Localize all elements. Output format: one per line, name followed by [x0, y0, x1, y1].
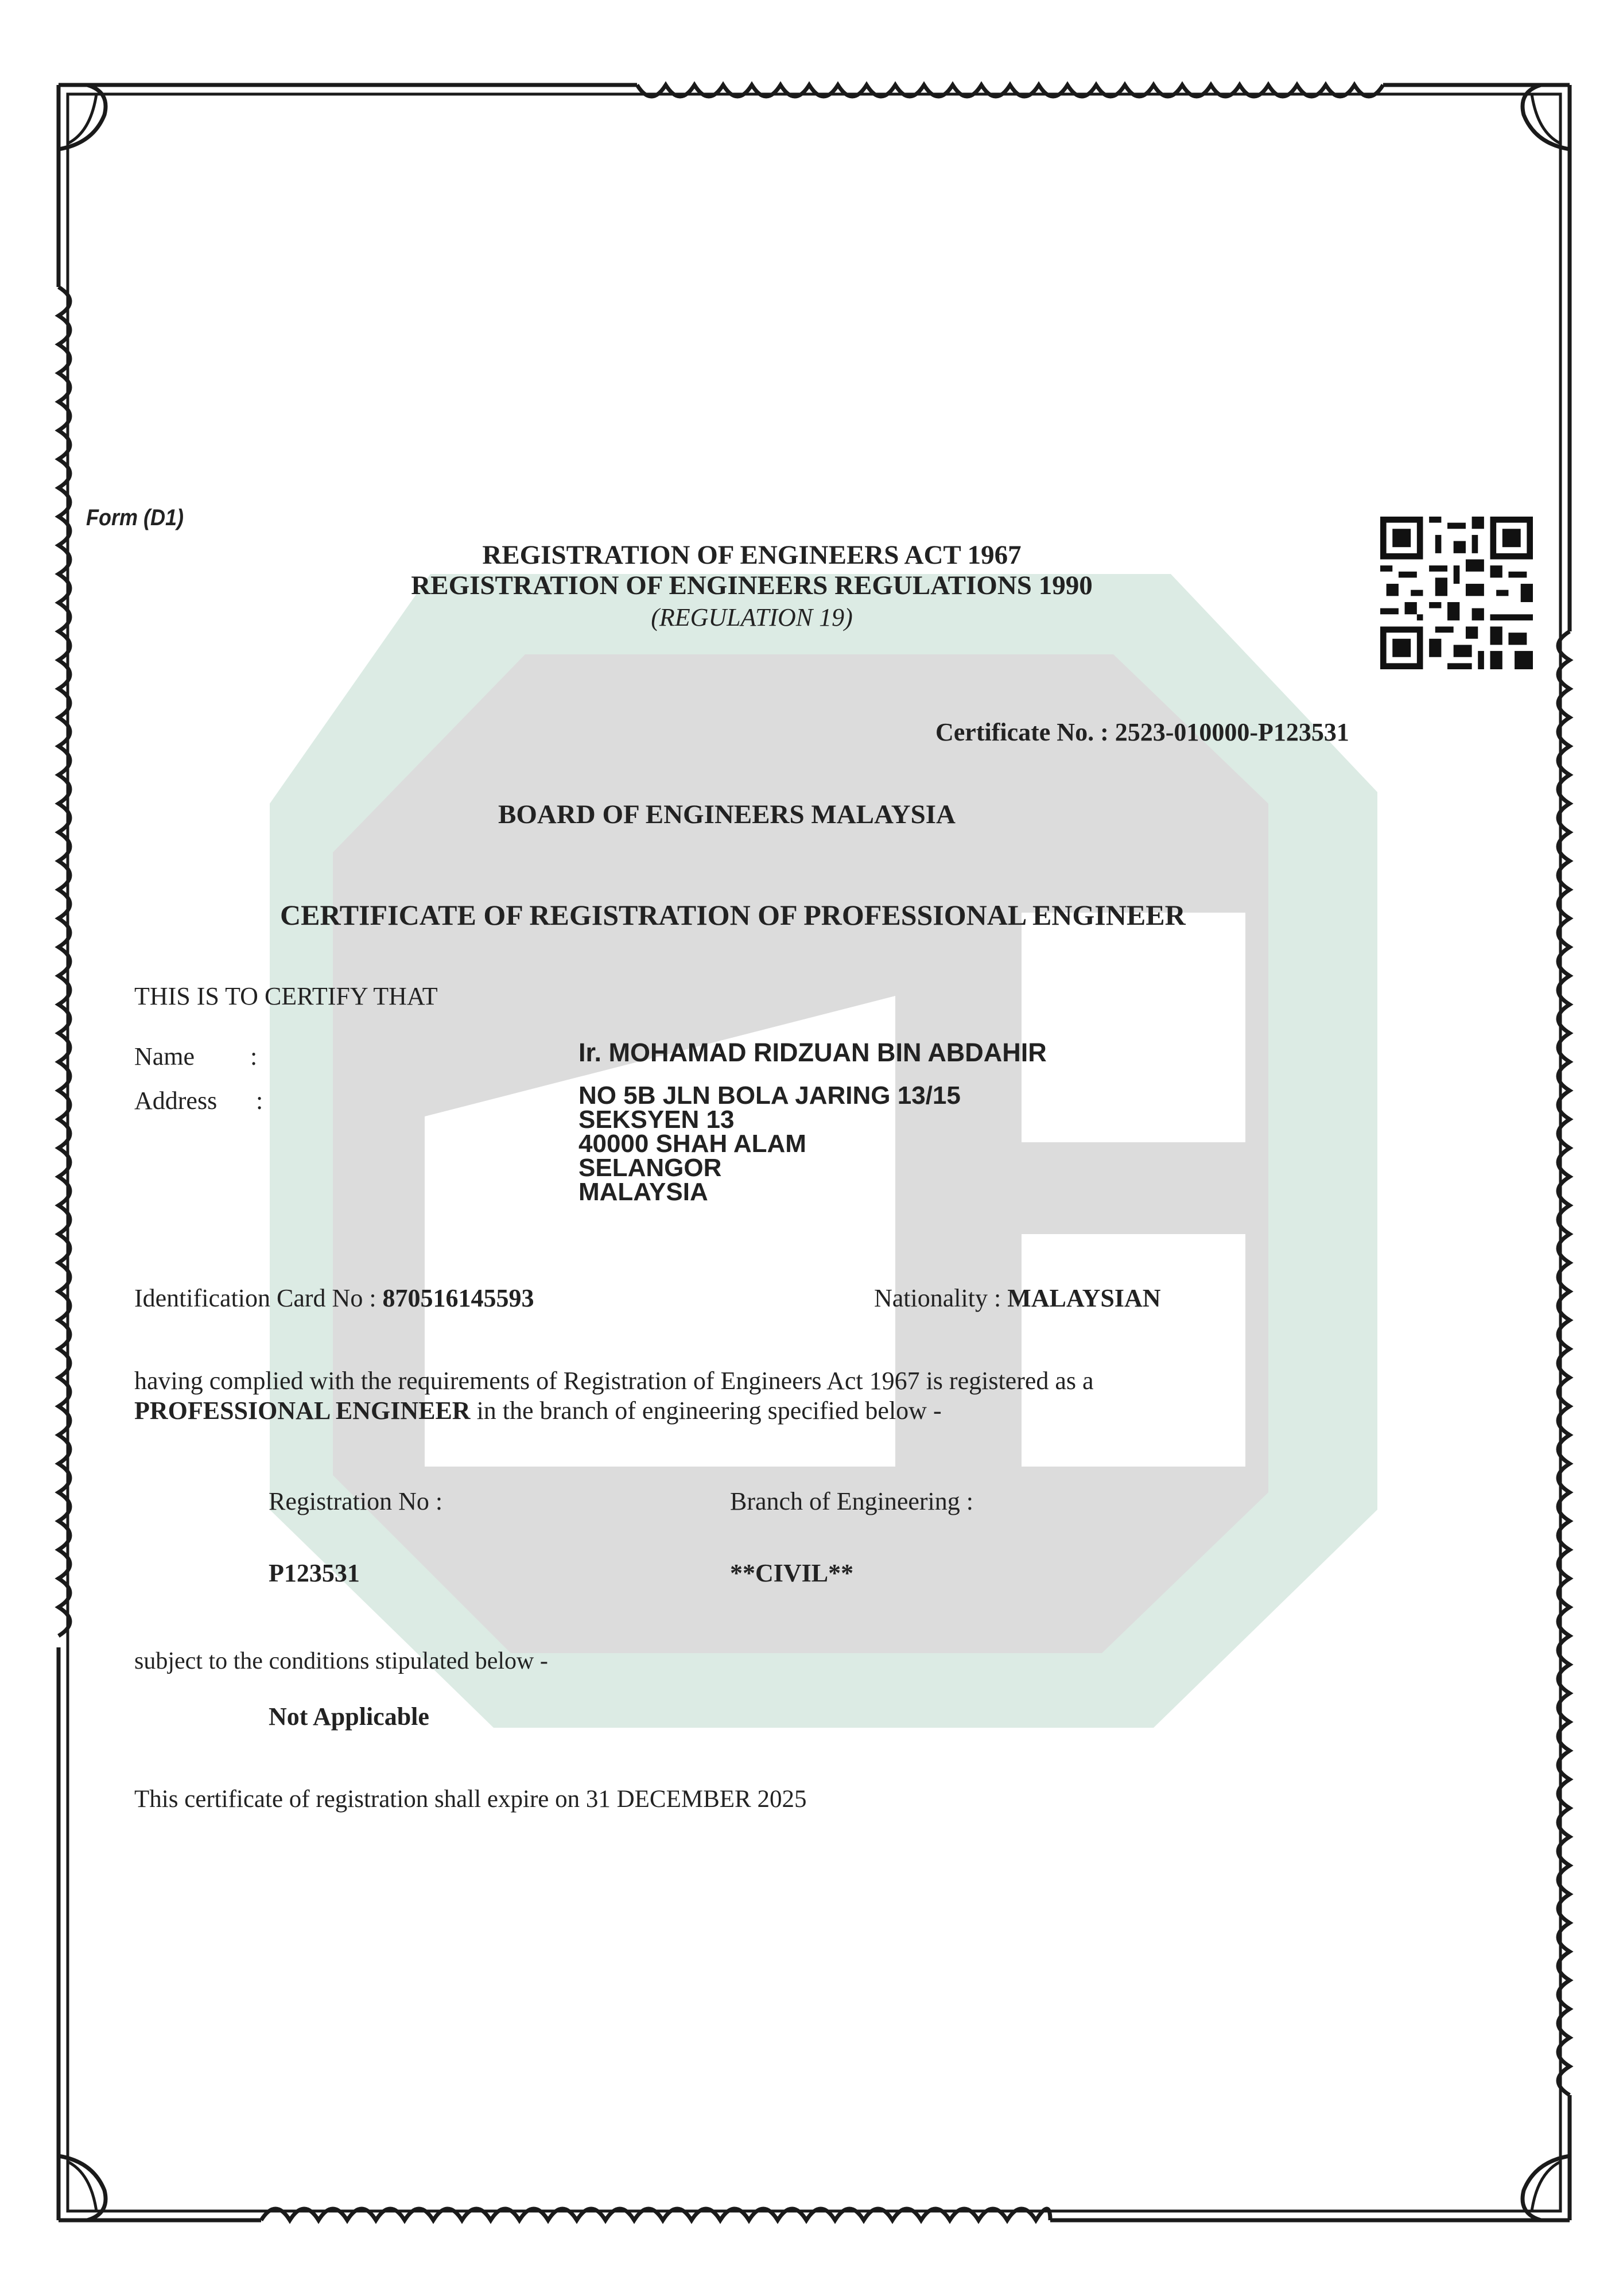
ic-row — [134, 1283, 534, 1313]
address-line: MALAYSIA — [578, 1178, 708, 1206]
nationality-row — [874, 1283, 1161, 1313]
certificate-number — [935, 718, 1349, 747]
address-line: NO 5B JLN BOLA JARING 13/15 — [578, 1081, 961, 1110]
address-colon: : — [256, 1087, 263, 1115]
address-line: SELANGOR — [578, 1154, 722, 1182]
address-block — [578, 1081, 961, 1206]
regulation-number: (REGULATION 19) — [651, 603, 853, 631]
certificate-title: CERTIFICATE OF REGISTRATION OF PROFESSIONAL ENGINEER — [280, 899, 1186, 931]
conditions-value: Not Applicable — [269, 1702, 429, 1731]
form-label: Form (D1) — [86, 505, 184, 530]
conditions-label: subject to the conditions stipulated below - — [134, 1648, 548, 1674]
registration-label: Registration No : — [269, 1487, 443, 1515]
name-label: Name — [134, 1042, 195, 1071]
registration-value: P123531 — [269, 1559, 360, 1587]
name-colon: : — [250, 1042, 258, 1071]
branch-label: Branch of Engineering : — [730, 1487, 973, 1515]
act-title: REGISTRATION OF ENGINEERS ACT 1967 — [482, 540, 1022, 570]
branch-value: **CIVIL** — [730, 1559, 854, 1587]
address-label: Address — [134, 1087, 218, 1115]
address-line: SEKSYEN 13 — [578, 1106, 735, 1134]
expiry-statement: This certificate of registration shall expire on 31 DECEMBER 2025 — [134, 1786, 807, 1813]
ic-label: Identification Card No : — [134, 1284, 376, 1312]
compliance-line-2-rest: in the branch of engineering specified below - — [470, 1397, 942, 1425]
nationality-value: MALAYSIAN — [1007, 1284, 1161, 1312]
certify-intro: THIS IS TO CERTIFY THAT — [134, 982, 438, 1010]
certificate-number-value: 2523-010000-P123531 — [1115, 718, 1349, 746]
certificate-number-label: Certificate No. : — [935, 718, 1109, 746]
regulations-title: REGISTRATION OF ENGINEERS REGULATIONS 1990 — [411, 571, 1093, 600]
ic-value: 870516145593 — [382, 1284, 534, 1312]
engineer-name: Ir. MOHAMAD RIDZUAN BIN ABDAHIR — [578, 1038, 1047, 1067]
compliance-line-1: having complied with the requirements of Registration of Engineers Act 1967 is registered as a — [134, 1367, 1094, 1395]
address-line: 40000 SHAH ALAM — [578, 1130, 806, 1158]
board-name: BOARD OF ENGINEERS MALAYSIA — [498, 800, 956, 829]
professional-engineer-text: PROFESSIONAL ENGINEER — [134, 1397, 471, 1425]
nationality-label: Nationality : — [874, 1284, 1001, 1312]
compliance-line-2 — [134, 1396, 942, 1425]
